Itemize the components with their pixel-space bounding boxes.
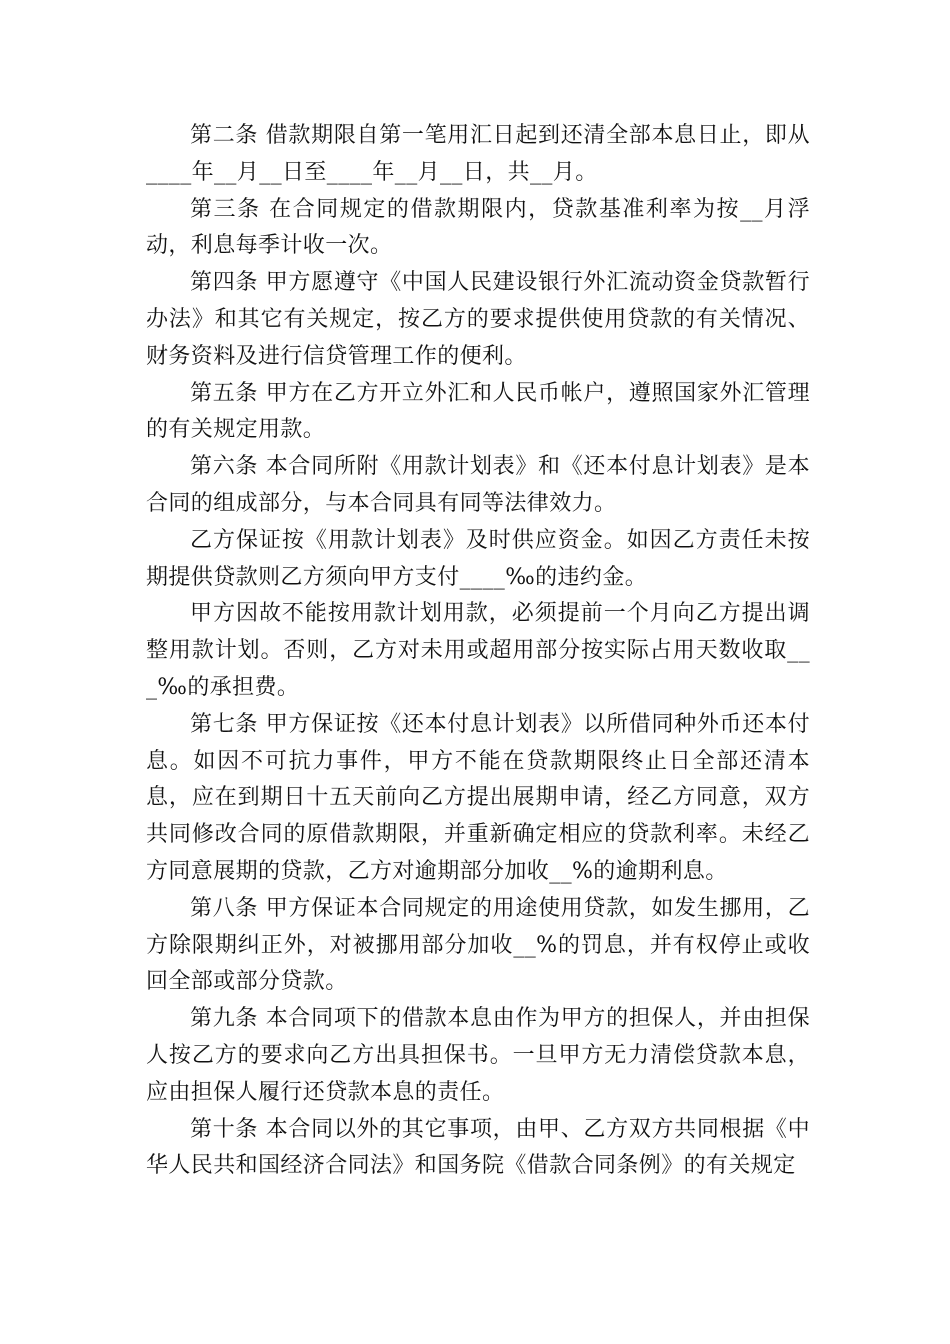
article-3-paragraph: 第三条 在合同规定的借款期限内，贷款基准利率为按__月浮动，利息每季计收一次。 bbox=[146, 196, 810, 259]
article-2-paragraph: 第二条 借款期限自第一笔用汇日起到还清全部本息日止，即从____年__月__日至____年__月__日，共__月。 bbox=[146, 123, 810, 185]
article-5-paragraph: 第五条 甲方在乙方开立外汇和人民币帐户，遵照国家外汇管理的有关规定用款。 bbox=[146, 380, 810, 443]
article-6-paragraph: 第六条 本合同所附《用款计划表》和《还本付息计划表》是本合同的组成部分，与本合同具有同等法律效力。 bbox=[146, 454, 810, 516]
article-6-lender-clause: 乙方保证按《用款计划表》及时供应资金。如因乙方责任未按期提供贷款则乙方须向甲方支付____‰的违约金。 bbox=[146, 527, 810, 590]
article-6-borrower-clause: 甲方因故不能按用款计划用款，必须提前一个月向乙方提出调整用款计划。否则，乙方对未用或超用部分按实际占用天数收取___‰的承担费。 bbox=[146, 601, 810, 700]
article-9-paragraph: 第九条 本合同项下的借款本息由作为甲方的担保人，并由担保人按乙方的要求向乙方出具担保书。一旦甲方无力清偿贷款本息，应由担保人履行还贷款本息的责任。 bbox=[146, 1006, 810, 1105]
article-10-paragraph: 第十条 本合同以外的其它事项，由甲、乙方双方共同根据《中华人民共和国经济合同法》和国务院《借款合同条例》的有关规定 bbox=[146, 1116, 810, 1179]
contract-body bbox=[146, 118, 810, 1185]
article-4-paragraph: 第四条 甲方愿遵守《中国人民建设银行外汇流动资金贷款暂行办法》和其它有关规定，按乙方的要求提供使用贷款的有关情况、财务资料及进行信贷管理工作的便利。 bbox=[146, 270, 810, 369]
article-8-paragraph: 第八条 甲方保证本合同规定的用途使用贷款，如发生挪用，乙方除限期纠正外，对被挪用部分加收__%的罚息，并有权停止或收回全部或部分贷款。 bbox=[146, 895, 810, 995]
article-7-paragraph: 第七条 甲方保证按《还本付息计划表》以所借同种外币还本付息。如因不可抗力事件，甲方不能在贷款期限终止日全部还清本息，应在到期日十五天前向乙方提出展期申请，经乙方同意，双方共同修改合同的原借款期限，并重新确定相应的贷款利率。未经乙方同意展期的贷款，乙方对逾期部分加收__%的逾期利息。 bbox=[146, 711, 810, 884]
